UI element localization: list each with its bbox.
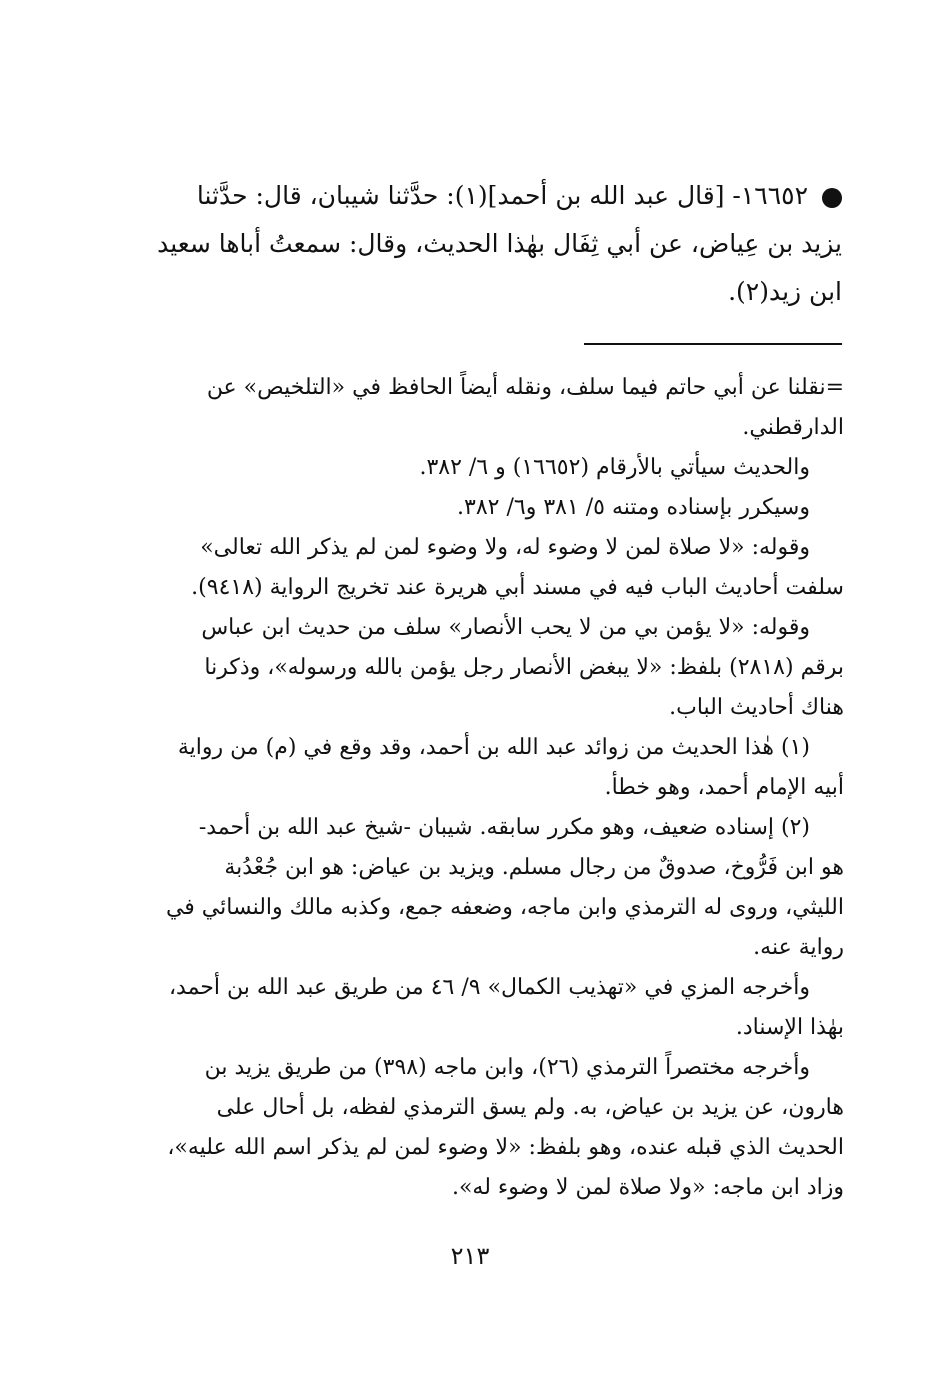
footnote-line: الدارقطني. [742, 415, 844, 440]
bullet-icon [822, 188, 842, 208]
footnote-line: وقوله: «لا يؤمن بي من لا يحب الأنصار» سلف من حديث ابن عباس [201, 615, 810, 640]
footnote-line: هارون، عن يزيد بن عياض، به. ولم يسق الترمذي لفظه، بل أحال على [216, 1095, 844, 1120]
footnote-line: الليثي، وروى له الترمذي وابن ماجه، وضعفه جمع، وكذبه مالك والنسائي في [165, 895, 844, 920]
footnote-line: وسيكرر بإسناده ومتنه ٥/ ٣٨١ و٦/ ٣٨٢. [457, 495, 810, 520]
footnote-line: (٢) إسناده ضعيف، وهو مكرر سابقه. شيبان -شيخ عبد الله بن أحمد- [198, 815, 810, 840]
footnote-line: بهٰذا الإسناد. [735, 1015, 844, 1040]
footnote-line: والحديث سيأتي بالأرقام (١٦٦٥٢) و ٦/ ٣٨٢. [419, 455, 810, 480]
hadith-line: ١٦٦٥٢- [قال عبد الله بن أحمد](١): حدَّثنا شيبان، قال: حدَّثنا [132, 172, 842, 220]
footnote-line: أبيه الإمام أحمد، وهو خطأ. [604, 775, 844, 800]
footnote-line: الحديث الذي قبله عنده، وهو بلفظ: «لا وضوء لمن لم يذكر اسم الله عليه»، [167, 1135, 844, 1160]
hadith-text [132, 172, 842, 316]
footnote-line: رواية عنه. [753, 935, 844, 960]
hadith-line: يزيد بن عِياض، عن أبي ثِفَال بهٰذا الحديث، وقال: سمعتُ أباها سعيد [157, 229, 842, 258]
footnote-line: وزاد ابن ماجه: «ولا صلاة لمن لا وضوء له». [451, 1175, 844, 1200]
footnote-line: هو ابن فَرُّوخ، صدوقٌ من رجال مسلم. ويزيد بن عياض: هو ابن جُعْدُبة [224, 855, 844, 880]
footnote-line: وقوله: «لا صلاة لمن لا وضوء له، ولا وضوء لمن لم يذكر الله تعالى» [200, 535, 810, 560]
footnote-separator [584, 343, 842, 345]
footnote-line: سلفت أحاديث الباب فيه في مسند أبي هريرة عند تخريج الرواية (٩٤١٨). [191, 575, 844, 600]
footnote-line: =نقلنا عن أبي حاتم فيما سلف، ونقله أيضاً الحافظ في «التلخيص» عن [206, 375, 844, 400]
footnote-line: هناك أحاديث الباب. [669, 695, 844, 720]
page-number: ٢١٣ [450, 1242, 490, 1270]
hadith-line: ابن زيد(٢). [728, 277, 842, 306]
footnote-line: برقم (٢٨١٨) بلفظ: «لا يبغض الأنصار رجل يؤمن بالله ورسوله»، وذكرنا [204, 655, 844, 680]
footnote-line: وأخرجه المزي في «تهذيب الكمال» ٩/ ٤٦ من طريق عبد الله بن أحمد، [168, 975, 810, 1000]
footnote-line: (١) هٰذا الحديث من زوائد عبد الله بن أحمد، وقد وقع في (م) من رواية [177, 735, 810, 760]
footnotes [132, 368, 844, 1208]
footnote-line: وأخرجه مختصراً الترمذي (٢٦)، وابن ماجه (٣٩٨) من طريق يزيد بن [204, 1055, 810, 1080]
